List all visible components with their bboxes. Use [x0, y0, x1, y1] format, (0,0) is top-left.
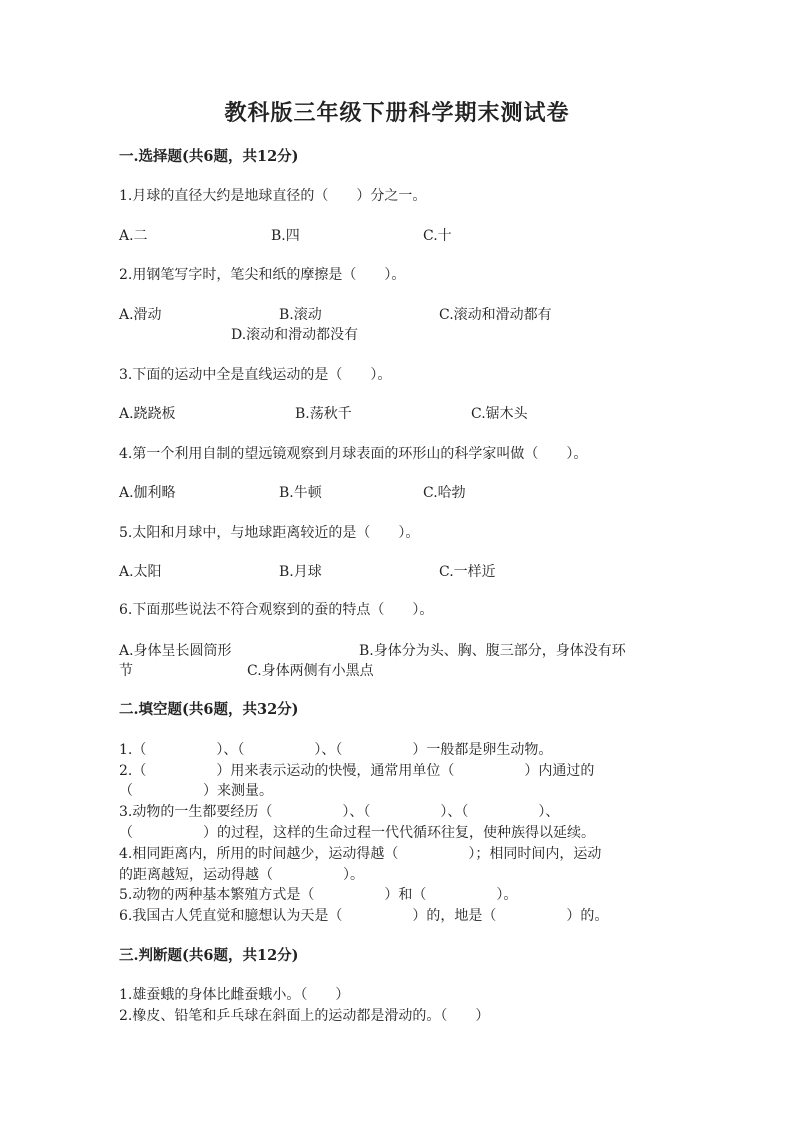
question-1: 1.月球的直径大约是地球直径的（ ）分之一。 [119, 188, 427, 204]
option-5c: C.一样近 [439, 564, 496, 580]
option-5a: A.太阳 [119, 564, 162, 580]
fill-line-9: 6.我国古人凭直觉和臆想认为天是（ ）的，地是（ ）的。 [119, 908, 609, 924]
fill-line-4: 3.动物的一生都要经历（ ）、（ ）、（ ）、 [119, 804, 560, 820]
fill-line-8: 5.动物的两种基本繁殖方式是（ ）和（ ）。 [119, 887, 518, 903]
question-2: 2.用钢笔写字时，笔尖和纸的摩擦是（ ）。 [119, 267, 406, 283]
option-4b: B.牛顿 [279, 485, 322, 501]
judge-line-2: 2.橡皮、铅笔和乒乓球在斜面上的运动都是滑动的。（ ） [119, 1008, 490, 1024]
page-title: 教科版三年级下册科学期末测试卷 [224, 100, 570, 126]
option-1c: C.十 [423, 228, 452, 244]
option-5b: B.月球 [279, 564, 322, 580]
option-4c: C.哈勃 [423, 485, 466, 501]
section-header-fill: 二.填空题(共6题，共32分) [119, 701, 299, 718]
option-6b-continued: 节 [119, 663, 133, 679]
question-4: 4.第一个利用自制的望远镜观察到月球表面的环形山的科学家叫做（ ）。 [119, 446, 588, 462]
option-3c: C.锯木头 [471, 406, 528, 422]
fill-line-5: （ ）的过程，这样的生命过程一代代循环往复，使种族得以延续。 [119, 825, 595, 841]
option-3a: A.跷跷板 [119, 406, 176, 422]
question-3: 3.下面的运动中全是直线运动的是（ ）。 [119, 367, 392, 383]
option-1b: B.四 [271, 228, 300, 244]
option-2b: B.滚动 [279, 307, 322, 323]
section-header-choice: 一.选择题(共6题，共12分) [119, 148, 299, 165]
option-4a: A.伽利略 [119, 485, 176, 501]
option-2a: A.滑动 [119, 307, 162, 323]
question-6: 6.下面那些说法不符合观察到的蚕的特点（ ）。 [119, 602, 434, 618]
option-6c: C.身体两侧有小黑点 [247, 663, 374, 679]
fill-line-1: 1.（ ）、（ ）、（ ）一般都是卵生动物。 [119, 742, 553, 758]
fill-line-7: 的距离越短，运动得越（ ）。 [119, 867, 364, 883]
section-header-judge: 三.判断题(共6题，共12分) [119, 947, 299, 964]
option-6a: A.身体呈长圆筒形 [119, 643, 232, 659]
option-2c: C.滚动和滑动都有 [439, 307, 552, 323]
judge-line-1: 1.雄蚕蛾的身体比雌蚕蛾小。（ ） [119, 987, 350, 1003]
option-3b: B.荡秋千 [295, 406, 352, 422]
fill-line-3: （ ）来测量。 [119, 783, 273, 799]
fill-line-2: 2.（ ）用来表示运动的快慢，通常用单位（ ）内通过的 [119, 763, 595, 779]
option-6b: B.身体分为头、胸、腹三部分，身体没有环 [359, 643, 626, 659]
option-2d: D.滚动和滑动都没有 [231, 327, 359, 343]
fill-line-6: 4.相同距离内，所用的时间越少，运动得越（ ）；相同时间内，运动 [119, 846, 602, 862]
option-1a: A.二 [119, 228, 148, 244]
question-5: 5.太阳和月球中，与地球距离较近的是（ ）。 [119, 525, 420, 541]
